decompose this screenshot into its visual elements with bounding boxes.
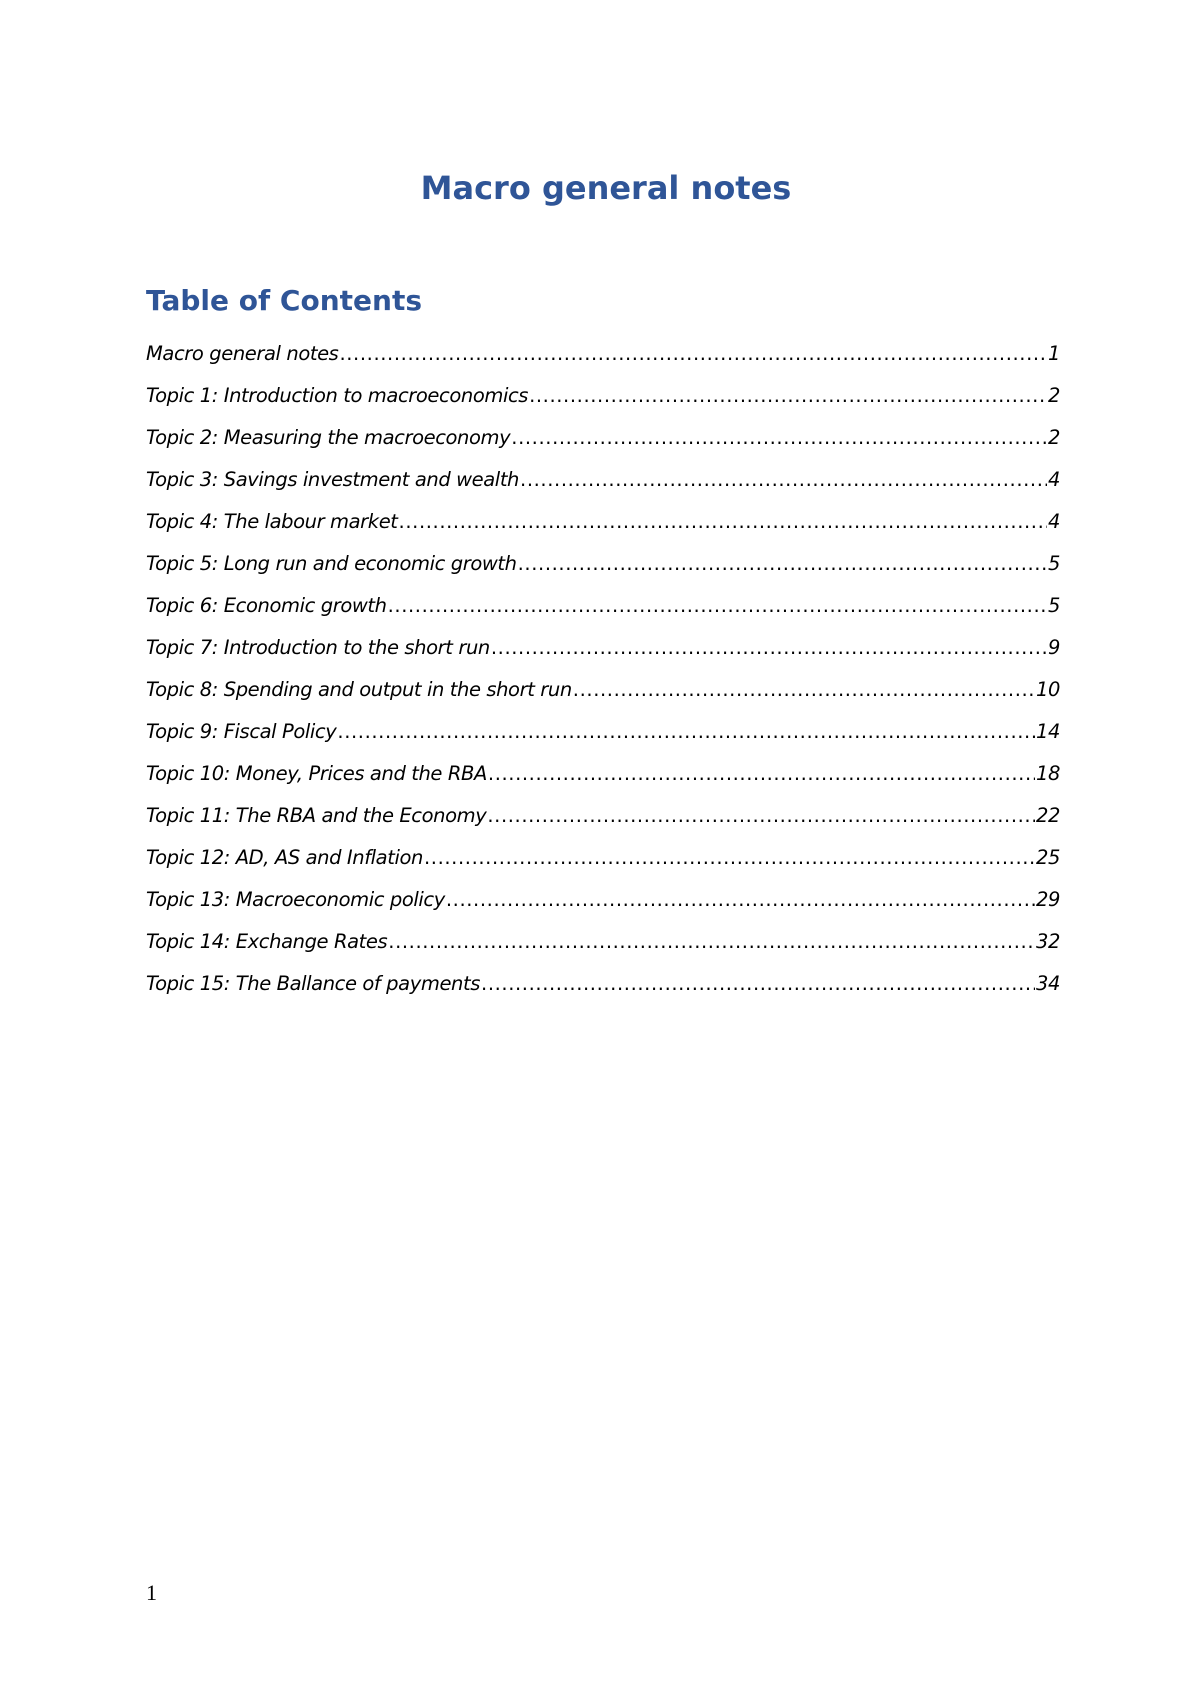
- toc-entry-page: 22: [1035, 804, 1060, 827]
- toc-dot-leader: [488, 753, 1035, 795]
- toc-entry-label: Topic 6: Economic growth: [146, 594, 387, 617]
- toc-dot-leader: [573, 669, 1035, 711]
- toc-entry-label: Topic 15: The Ballance of payments: [146, 972, 481, 995]
- toc-dot-leader: [491, 627, 1047, 669]
- toc-entry-page: 18: [1035, 762, 1060, 785]
- toc-entry-topic-14[interactable]: [146, 921, 1060, 963]
- toc-dot-leader: [339, 333, 1047, 375]
- toc-entry-macro-general-notes[interactable]: [146, 333, 1060, 375]
- toc-entry-page: 4: [1047, 468, 1060, 491]
- toc-entry-topic-13[interactable]: [146, 879, 1060, 921]
- toc-dot-leader: [511, 417, 1047, 459]
- document-title: Macro general notes: [420, 169, 792, 207]
- toc-entry-page: 34: [1035, 972, 1060, 995]
- toc-entry-page: 10: [1035, 678, 1060, 701]
- toc-entry-topic-7[interactable]: [146, 627, 1060, 669]
- toc-dot-leader: [446, 879, 1035, 921]
- toc-entry-label: Topic 2: Measuring the macroeconomy: [146, 426, 511, 449]
- toc-dot-leader: [487, 795, 1035, 837]
- toc-entry-page: 2: [1047, 384, 1060, 407]
- toc-entry-page: 9: [1047, 636, 1060, 659]
- toc-entry-label: Topic 7: Introduction to the short run: [146, 636, 490, 659]
- toc-entry-label: Topic 14: Exchange Rates: [146, 930, 388, 953]
- toc-entry-page: 4: [1047, 510, 1060, 533]
- toc-entry-page: 25: [1035, 846, 1060, 869]
- toc-entry-topic-4[interactable]: [146, 501, 1060, 543]
- toc-entry-topic-5[interactable]: [146, 543, 1060, 585]
- toc-entry-label: Topic 9: Fiscal Policy: [146, 720, 337, 743]
- toc-dot-leader: [481, 963, 1035, 1005]
- toc-dot-leader: [529, 375, 1047, 417]
- toc-entry-topic-12[interactable]: [146, 837, 1060, 879]
- toc-entry-page: 32: [1035, 930, 1060, 953]
- toc-entry-page: 14: [1035, 720, 1060, 743]
- toc-dot-leader: [520, 459, 1047, 501]
- toc-entry-topic-2[interactable]: [146, 417, 1060, 459]
- toc-entry-label: Topic 1: Introduction to macroeconomics: [146, 384, 529, 407]
- toc-entry-label: Topic 10: Money, Prices and the RBA: [146, 762, 487, 785]
- toc-dot-leader: [388, 921, 1035, 963]
- toc-entry-page: 5: [1047, 594, 1060, 617]
- toc-entry-topic-11[interactable]: [146, 795, 1060, 837]
- toc-entry-page: 1: [1047, 342, 1060, 365]
- toc-dot-leader: [399, 501, 1047, 543]
- toc-entry-label: Topic 3: Savings investment and wealth: [146, 468, 520, 491]
- toc-dot-leader: [388, 585, 1047, 627]
- toc-entry-page: 5: [1047, 552, 1060, 575]
- toc-entry-page: 2: [1047, 426, 1060, 449]
- toc-entry-topic-1[interactable]: [146, 375, 1060, 417]
- toc-entry-topic-3[interactable]: [146, 459, 1060, 501]
- toc-entry-page: 29: [1035, 888, 1060, 911]
- toc-entry-topic-6[interactable]: [146, 585, 1060, 627]
- toc-entry-topic-9[interactable]: [146, 711, 1060, 753]
- toc-entry-label: Topic 11: The RBA and the Economy: [146, 804, 487, 827]
- page-number: 1: [146, 1580, 157, 1605]
- table-of-contents: [146, 333, 1060, 1005]
- toc-entry-label: Topic 4: The labour market: [146, 510, 398, 533]
- toc-entry-label: Topic 5: Long run and economic growth: [146, 552, 517, 575]
- toc-heading: Table of Contents: [146, 284, 423, 317]
- toc-entry-topic-15[interactable]: [146, 963, 1060, 1005]
- toc-entry-label: Topic 12: AD, AS and Inflation: [146, 846, 423, 869]
- toc-dot-leader: [424, 837, 1035, 879]
- toc-entry-label: Macro general notes: [146, 342, 339, 365]
- toc-dot-leader: [518, 543, 1047, 585]
- toc-dot-leader: [337, 711, 1035, 753]
- toc-entry-label: Topic 8: Spending and output in the short run: [146, 678, 572, 701]
- toc-entry-topic-8[interactable]: [146, 669, 1060, 711]
- toc-entry-label: Topic 13: Macroeconomic policy: [146, 888, 445, 911]
- toc-entry-topic-10[interactable]: [146, 753, 1060, 795]
